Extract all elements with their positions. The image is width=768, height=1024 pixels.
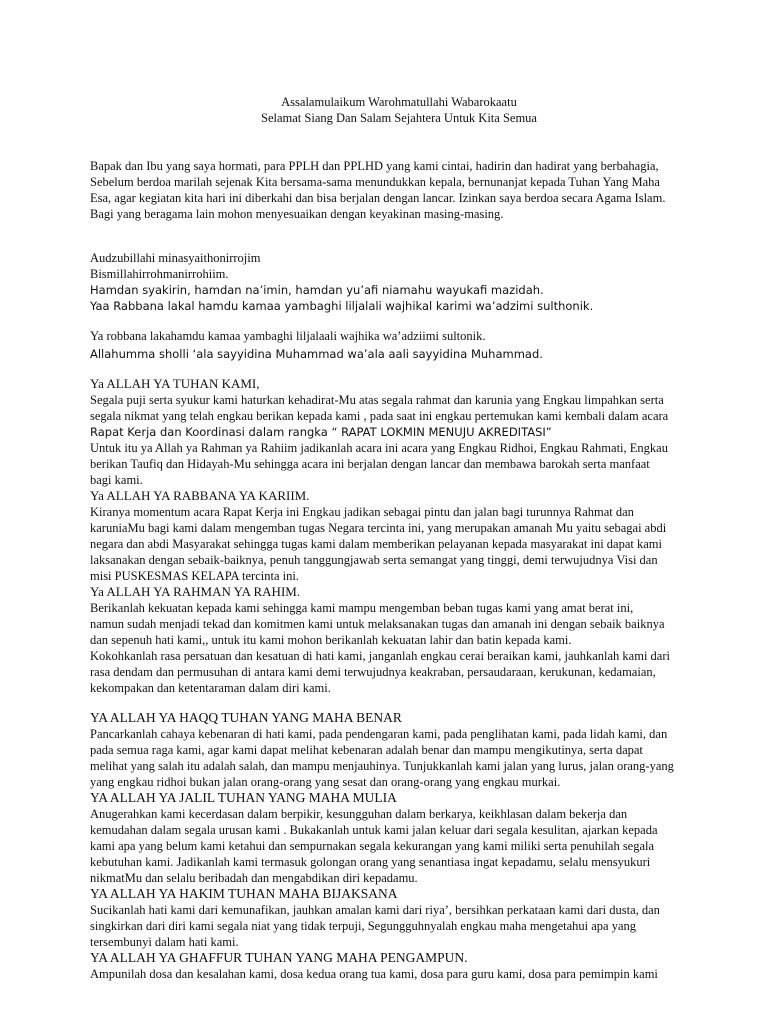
text-line: melihat yang salah itu adalah salah, dan mampu menjauhinya. Tunjukkanlah kami jalan yang lurus, jalan orang-yang	[90, 759, 674, 773]
text-line: Bagi yang beragama lain mohon menyesuaikan dengan keyakinan masing-masing.	[90, 207, 504, 221]
text-line: kekompakan dan ketentaraman dalam diri kami.	[90, 681, 331, 695]
section-heading: YA ALLAH YA GHAFFUR TUHAN YANG MAHA PENGAMPUN.	[90, 950, 468, 965]
text-line: Rapat Kerja dan Koordinasi dalam rangka “ RAPAT LOKMIN MENUJU AKREDITASI”	[90, 425, 552, 439]
text-line: Audzubillahi minasyaithonirrojim	[90, 251, 261, 265]
text-line: nikmatMu dan selalu beribadah dan mengabdikan diri kepadamu.	[90, 871, 418, 885]
opening-prayer	[90, 250, 708, 314]
text-line: kemudahan dalam segala urusan kami . Bukakanlah untuk kami jalan keluar dari segala kesulitan, ajarkan kepada	[90, 823, 658, 837]
text-line: Bismillahirrohmanirrohiim.	[90, 267, 229, 281]
text-line: singkirkan dari diri kami segala niat yang tidak terpuji, Segungguhnyalah engkau maha mengetahui apa yang	[90, 919, 637, 933]
prayer-section	[90, 376, 708, 488]
text-line: Kiranya momentum acara Rapat Kerja ini Engkau jadikan sebagai pintu dan jalan bagi turunnya Rahmat dan	[90, 505, 634, 519]
section-heading: YA ALLAH YA HAQQ TUHAN YANG MAHA BENAR	[90, 710, 402, 725]
greeting-line: Assalamulaikum Warohmatullahi Wabarokaatu	[281, 95, 517, 109]
text-line: Berikanlah kekuatan kepada kami sehingga kami mampu mengemban beban tugas kami yang amat berat ini,	[90, 601, 634, 615]
section-heading: Ya ALLAH YA TUHAN KAMI,	[90, 376, 260, 391]
greeting-line: Selamat Siang Dan Salam Sejahtera Untuk Kita Semua	[261, 111, 537, 125]
prayer-section	[90, 886, 708, 950]
prayer-section	[90, 584, 708, 696]
intro-paragraph	[90, 158, 708, 222]
text-line: laksanakan dengan sebaik-baiknya, penuh tanggungjawab serta semangat yang tinggi, demi terwujudnya Visi dan	[90, 553, 658, 567]
text-line: berikan Taufiq dan Hidayah-Mu sehingga acara ini berjalan dengan lancar dan membawa barokah serta manfaat	[90, 457, 650, 471]
text-line: kami apa yang belum kami ketahui dan sempurnakan segala kekurangan yang kami miliki serta penuhilah segala	[90, 839, 655, 853]
text-line: Hamdan syakirin, hamdan na’imin, hamdan yu’afi niamahu wayukafi mazidah.	[90, 283, 544, 297]
text-line: misi PUSKESMAS KELAPA tercinta ini.	[90, 569, 299, 583]
text-line: segala nikmat yang telah engkau berikan kepada kami , pada saat ini engkau pertemukan kami kembali dalam acara	[90, 409, 669, 423]
prayer-section	[90, 790, 708, 886]
text-line: Kokohkanlah rasa persatuan dan kesatuan di hati kami, janganlah engkau cerai beraikan kami, jauhkanlah kami dari	[90, 649, 670, 663]
text-line: Ampunilah dosa dan kesalahan kami, dosa kedua orang tua kami, dosa para guru kami, dosa para pemimpin kami	[90, 967, 658, 981]
text-line: Sucikanlah hati kami dari kemunafikan, jauhkan amalan kami dari riya’, bersihkan perkataan kami dari dusta, dan	[90, 903, 660, 917]
section-heading: YA ALLAH YA HAKIM TUHAN MAHA BIJAKSANA	[90, 886, 398, 901]
text-line: rasa dendam dan permusuhan di antara kami demi terwujudnya keakraban, persaudaraan, kerukunan, kedamaian,	[90, 665, 656, 679]
text-line: Anugerahkan kami kecerdasan dalam berpikir, kesungguhan dalam berkarya, keikhlasan dalam bekerja dan	[90, 807, 628, 821]
text-line: Allahumma sholli ‘ala sayyidina Muhammad wa’ala aali sayyidina Muhammad.	[90, 347, 543, 361]
text-line: Sebelum berdoa marilah sejenak Kita bersama-sama menundukkan kepala, bernunanjat kepada Tuhan Yang Maha	[90, 175, 660, 189]
text-line: karuniaMu bagi kami dalam mengemban tugas Negara tercinta ini, yang merupakan amanah Mu yaitu sebagai abdi	[90, 521, 667, 535]
text-line: dan sepenuh hati kami,, untuk itu kami mohon berikanlah kekuatan lahir dan batin kepada kami.	[90, 633, 572, 647]
text-line: Pancarkanlah cahaya kebenaran di hati kami, pada pendengaran kami, pada penglihatan kami, pada lidah kami, dan	[90, 727, 668, 741]
prayer-section	[90, 950, 708, 982]
section-heading: Ya ALLAH YA RABBANA YA KARIIM.	[90, 488, 310, 503]
text-line: Untuk itu ya Allah ya Rahman ya Rahiim jadikanlah acara ini acara yang Engkau Ridhoi, Engkau Rahmati, Engkau	[90, 441, 668, 455]
prayer-section	[90, 710, 708, 790]
text-line: yang engkau ridhoi bukan jalan orang-orang yang sesat dan orang-orang yang engkau murkai.	[90, 775, 561, 789]
text-line: kebutuhan kami. Jadikanlah kami termasuk golongan orang yang senantiasa ingat kepadamu, selalu mensyukuri	[90, 855, 651, 869]
text-line: tersembunyi dalam hati kami.	[90, 935, 239, 949]
text-line: Ya robbana lakahamdu kamaa yambaghi liljalaali wajhika wa’adziimi sultonik.	[90, 329, 486, 343]
text-line: namun sudah menjadi tekad dan komitmen kami untuk melaksanakan tugas dan amanah ini dengan sebaik baiknya	[90, 617, 665, 631]
text-line: Segala puji serta syukur kami haturkan kehadirat-Mu atas segala rahmat dan karunia yang Engkau limpahkan serta	[90, 393, 664, 407]
section-heading: YA ALLAH YA JALIL TUHAN YANG MAHA MULIA	[90, 790, 397, 805]
text-line: bagi kami.	[90, 473, 143, 487]
prayer-section	[90, 488, 708, 584]
text-line: Yaa Rabbana lakal hamdu kamaa yambaghi liljalali wajhikal karimi wa’adzimi sulthonik.	[90, 299, 594, 313]
text-line: pada semua raga kami, agar kami dapat melihat kebenaran adalah benar dan mampu mengikutinya, serta dapat	[90, 743, 643, 757]
text-line: negara dan abdi Masyarakat sehingga tugas kami dalam memberikan pelayanan kepada masyarakat ini dapat kami	[90, 537, 662, 551]
text-line: Bapak dan Ibu yang saya hormati, para PPLH dan PPLHD yang kami cintai, hadirin dan hadirat yang berbahagia,	[90, 159, 659, 173]
text-line: Esa, agar kegiatan kita hari ini diberkahi dan bisa berjalan dengan lancar. Izinkan saya berdoa secara Agama Islam.	[90, 191, 666, 205]
section-heading: Ya ALLAH YA RAHMAN YA RAHIM.	[90, 584, 301, 599]
